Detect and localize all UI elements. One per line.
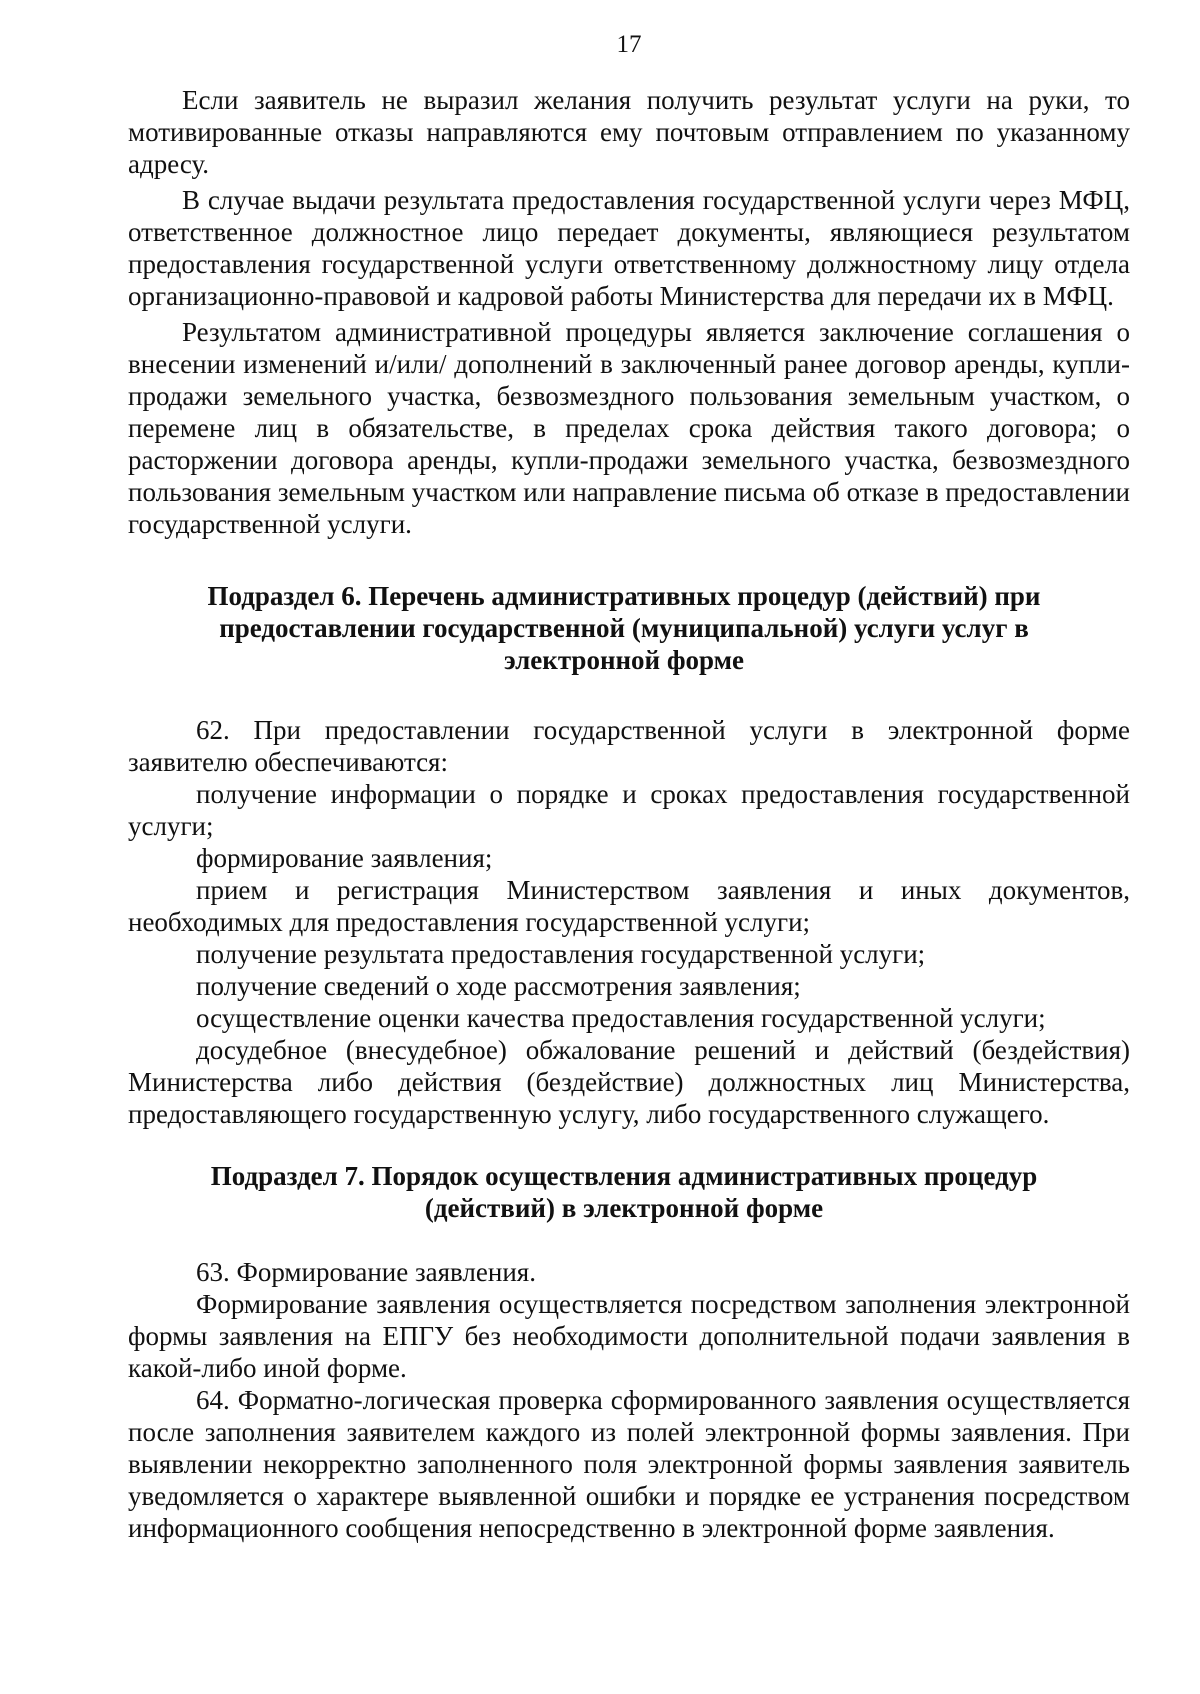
list-item: получение сведений о ходе рассмотрения заявления; — [196, 971, 801, 1001]
paragraph-procedure-result: Результатом административной процедуры является заключение соглашения о внесении изменений и/или/ дополнений в заключенный ранее договор аренды, купли-продажи земельного участка, безвозмездного пользования земельным участком, о перемене лиц в обязательстве, в пределах срока действия такого договора; о расторжении договора аренды, купли-продажи земельного участка, безвозмездного пользования земельным участком или направление письма об отказе в предоставлении государственной услуги. — [128, 317, 1130, 539]
item-62: 62. При предоставлении государственной услуги в электронной форме заявителю обеспечиваются: — [128, 715, 1130, 777]
list-item: получение результата предоставления государственной услуги; — [196, 939, 926, 969]
list-item: осуществление оценки качества предоставления государственной услуги; — [196, 1003, 1046, 1033]
item-64: 64. Форматно-логическая проверка сформированного заявления осуществляется после заполнения заявителем каждого из полей электронной формы заявления. При выявлении некорректно заполненного поля электронной формы заявления заявитель уведомляется о характере выявленной ошибки и порядке ее устранения посредством информационного сообщения непосредственно в электронной форме заявления. — [128, 1385, 1130, 1543]
list-item: формирование заявления; — [196, 843, 493, 873]
list-item: получение информации о порядке и сроках предоставления государственной услуги; — [128, 779, 1130, 841]
section6-heading: Подраздел 6. Перечень административных процедур (действий) при предоставлении государственной (муниципальной) услуги услуг в электронной форме — [207, 581, 1041, 675]
section7-heading: Подраздел 7. Порядок осуществления административных процедур (действий) в электронной форме — [210, 1161, 1038, 1223]
page-number: 17 — [616, 31, 642, 58]
list-item: прием и регистрация Министерством заявления и иных документов, необходимых для предоставления государственной услуги; — [128, 875, 1130, 937]
item-63: 63. Формирование заявления. — [196, 1257, 536, 1287]
paragraph-refusal-mail: Если заявитель не выразил желания получить результат услуги на руки, то мотивированные отказы направляются ему почтовым отправлением по указанному адресу. — [128, 85, 1130, 179]
item-63-text: Формирование заявления осуществляется посредством заполнения электронной формы заявления на ЕПГУ без необходимости дополнительной подачи заявления в какой-либо иной форме. — [128, 1289, 1130, 1383]
paragraph-mfc-delivery: В случае выдачи результата предоставления государственной услуги через МФЦ, ответственное должностное лицо передает документы, являющиеся результатом предоставления государственной услуги ответственному должностному лицу отдела организационно-правовой и кадровой работы Министерства для передачи их в МФЦ. — [128, 185, 1130, 311]
list-item: досудебное (внесудебное) обжалование решений и действий (бездействия) Министерства либо действия (бездействие) должностных лиц Министерства, предоставляющего государственную услугу, либо государственного служащего. — [128, 1035, 1130, 1129]
